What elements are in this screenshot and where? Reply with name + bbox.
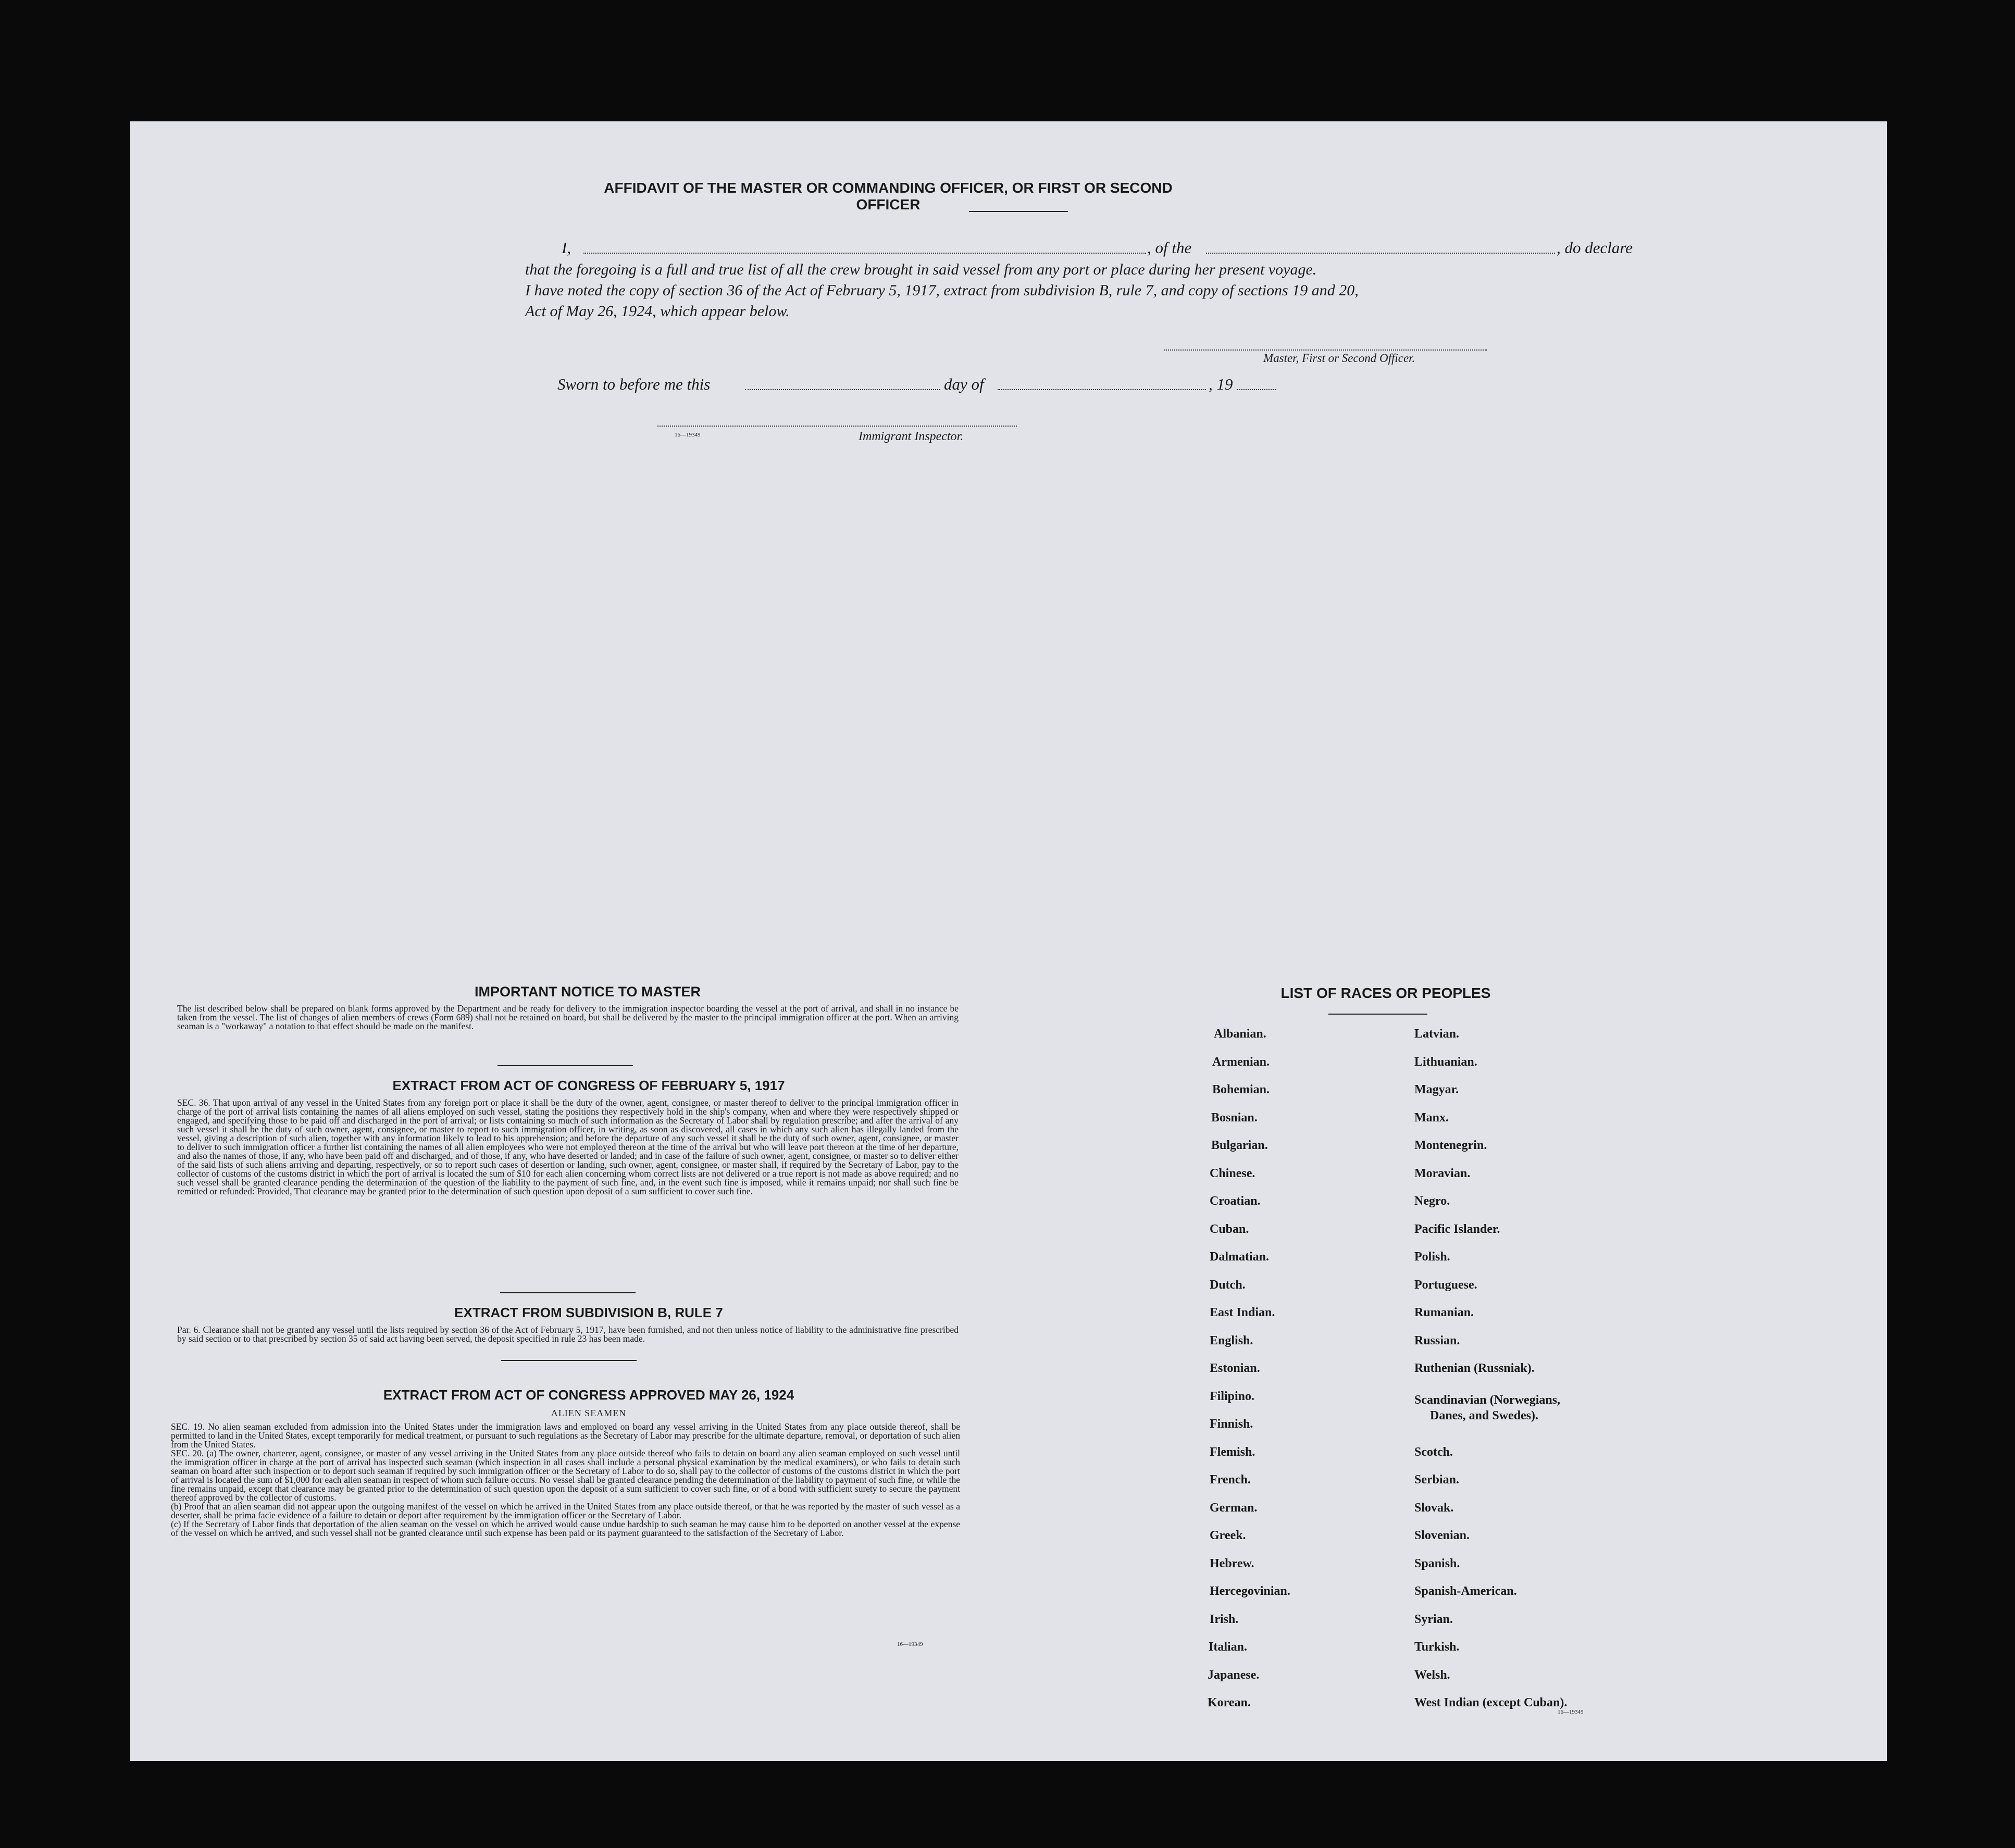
race-item: Hercegovinian. — [1210, 1584, 1290, 1598]
race-item: French. — [1210, 1473, 1251, 1487]
extract-1917-divider — [500, 1292, 636, 1293]
inspector-signature-line[interactable] — [657, 426, 1017, 427]
race-item: Scandinavian (Norwegians, — [1414, 1393, 1561, 1407]
race-item: Dalmatian. — [1210, 1250, 1269, 1264]
race-item: Syrian. — [1414, 1613, 1453, 1626]
race-item: Korean. — [1208, 1696, 1251, 1709]
section-19-text: SEC. 19. No alien seaman excluded from admission into the United States under the immigration laws and employed on board any vessel arriving in the United States from any place outside thereof, shall be permitted to land in the United States, except temporarily for medical treatment, or pursuant to such regulations as the Secretary of Labor may prescribe for the ultimate departure, removal, or deportation of such alien from the United States. — [171, 1421, 960, 1450]
rule-7-body: Par. 6. Clearance shall not be granted any vessel until the lists required by section 36 of the Act of February 5, 1917, have been furnished, and not then unless notice of liability to the administrative fine prescribed by said section or to that prescribed by section 35 of said act having been served, the deposit specified in rule 23 has been made. — [177, 1325, 959, 1344]
notice-body: The list described below shall be prepared on blank forms approved by the Department and be ready for delivery to the immigration inspector boarding the vessel at the port of arrival, and shall in no instance be taken from the vessel. The list of changes of alien members of crews (Form 689) shall not be retained on board, but shall be delivered by the master to the principal immigration officer at the port. When an arriving seaman is a "workaway" a notation to that effect should be made on the manifest. — [177, 1003, 959, 1031]
sworn-label: Sworn to before me this — [557, 375, 711, 393]
title-divider — [969, 211, 1068, 212]
extract-1917-title: EXTRACT FROM ACT OF CONGRESS OF FEBRUARY 5, 1917 — [392, 1078, 785, 1093]
form-page — [130, 121, 1887, 1761]
affidavit-line-2: that the foregoing is a full and true list of all the crew brought in said vessel from any port or place during her present voyage. — [525, 261, 1317, 278]
race-item: Chinese. — [1210, 1167, 1255, 1180]
race-item: Flemish. — [1210, 1445, 1255, 1459]
section-20b-text: (b) Proof that an alien seaman did not appear upon the outgoing manifest of the vessel on which he arrived in the United States from any place outside thereof, or that he was reported by the master of such vessel as a deserter, shall be prima facie evidence of a failure to detain or deport after requirement by the immigration officer or the Secretary of Labor. — [171, 1501, 960, 1520]
race-item: Italian. — [1209, 1640, 1248, 1654]
race-item: Manx. — [1414, 1111, 1449, 1125]
race-item: Finnish. — [1210, 1417, 1253, 1431]
notice-title: IMPORTANT NOTICE TO MASTER — [475, 984, 701, 1000]
race-item: English. — [1210, 1334, 1253, 1347]
affidavit-line-4: Act of May 26, 1924, which appear below. — [525, 303, 790, 320]
race-item: Scotch. — [1414, 1445, 1453, 1459]
race-item: Pacific Islander. — [1414, 1222, 1500, 1236]
race-item: Slovak. — [1414, 1501, 1454, 1515]
year-label: , 19 — [1209, 375, 1233, 393]
race-item: Estonian. — [1210, 1362, 1260, 1375]
race-item: West Indian (except Cuban). — [1414, 1696, 1568, 1709]
race-item: Negro. — [1414, 1194, 1450, 1208]
race-item: Dutch. — [1210, 1278, 1246, 1292]
section-20a-text: SEC. 20. (a) The owner, charterer, agent, consignee, or master of any vessel arriving in the United States from any place outside thereof who fails to detain on board any alien seaman employed on such vessel until the immigration officer in charge at the port of arrival has inspected such seaman (which inspection in all cases shall include a personal physical examination by the medical examiners), or who fails to detain such seaman on board after such inspection or to deport such seaman if required by such immigration officer or the Secretary of Labor to do so, shall pay to the collector of customs of the customs district in which the port of arrival is located the sum of $1,000 for each alien seaman in respect of whom such failure occurs. No vessel shall be granted clearance pending the determination of the liability to payment of such fine, or while the fine remains unpaid, except that clearance may be granted prior to the determination of such question upon the deposit of a sum sufficient to cover such fine, or of a bond with sufficient surety to secure the payment thereof approved by the collector of customs. — [171, 1448, 960, 1503]
notice-divider — [497, 1065, 633, 1066]
race-item: Ruthenian (Russniak). — [1414, 1362, 1535, 1375]
race-item: Filipino. — [1210, 1390, 1255, 1403]
master-signature-line[interactable] — [1164, 349, 1487, 351]
extract-1924-sections — [171, 1422, 960, 1538]
races-title: LIST OF RACES OR PEOPLES — [1280, 985, 1491, 1001]
section-20c-text: (c) If the Secretary of Labor finds that deportation of the alien seaman on the vessel on which he arrived would cause undue hardship to such seaman he may cause him to be deported on another vessel at the expense of the vessel on which he arrived, and such vessel shall not be granted clearance until such expense has been paid or its payment guaranteed to the satisfaction of the Secretary of Labor. — [171, 1519, 960, 1538]
day-of-label: day of — [944, 375, 984, 393]
race-item: Moravian. — [1414, 1167, 1471, 1180]
extract-1924-form-number: 16—19349 — [897, 1641, 923, 1647]
race-item: Bohemian. — [1212, 1083, 1270, 1096]
race-item: Serbian. — [1414, 1473, 1460, 1487]
race-item: Rumanian. — [1414, 1306, 1474, 1319]
race-item: East Indian. — [1210, 1306, 1275, 1319]
race-item: Croatian. — [1210, 1194, 1261, 1208]
name-blank[interactable] — [583, 253, 1146, 254]
affidavit-i-label: I, — [562, 239, 571, 257]
of-the-label: , of the — [1147, 239, 1192, 257]
rule-7-divider — [501, 1360, 637, 1361]
race-item: Lithuanian. — [1414, 1055, 1477, 1069]
race-item: Bulgarian. — [1211, 1139, 1268, 1152]
affidavit-title: AFFIDAVIT OF THE MASTER OR COMMANDING OFFICER, OR FIRST OR SECOND OFFICER — [604, 180, 1173, 213]
race-item: Polish. — [1414, 1250, 1450, 1264]
race-item: Irish. — [1210, 1613, 1239, 1626]
extract-1924-title: EXTRACT FROM ACT OF CONGRESS APPROVED MAY 26, 1924 — [383, 1387, 794, 1403]
race-item: Latvian. — [1414, 1027, 1460, 1041]
affidavit-line-3: I have noted the copy of section 36 of the Act of February 5, 1917, extract from subdivision B, rule 7, and copy of sections 19 and 20, — [525, 282, 1359, 299]
extract-1917-body: SEC. 36. That upon arrival of any vessel in the United States from any foreign port or place it shall be the duty of the owner, agent, consignee, or master thereof to deliver to the principal immigration officer in charge of the port of arrival lists containing the names of all aliens employed on such vessel, stating the positions they respectively hold in the ship's company, when and where they were respectively shipped or engaged, and specifying those to be paid off and discharged in the port of arrival; or lists containing so much of such information as the Secretary of Labor shall by regulation prescribe; and after the arrival of any such vessel it shall be the duty of such owner, agent, consignee, or master to report to such immigration officer, in writing, as soon as discovered, all cases in which any such alien has illegally landed from the vessel, giving a description of such alien, together with any information likely to lead to his apprehension; and before the departure of any such vessel it shall be the duty of such owner, agent, consignee, or master to deliver to such immigration officer a further list containing the names of all alien employees who were not employed thereon at the time of the arrival but who will leave port thereon at the time of her departure, and also the names of those, if any, who have been paid off and discharged, and of those, if any, who have deserted or landed; and in case of the failure of such owner, agent, consignee, or master so to deliver either of the said lists of such aliens arriving and departing, respectively, or so to report such cases of desertion or landing, such owner, agent, consignee, or master shall, if required by the Secretary of Labor, pay to the collector of customs of the customs district in which the port of arrival is located the sum of $10 for each alien concerning whom correct lists are not delivered or a true report is not made as above required; and no such vessel shall be granted clearance pending the determination of the question of the liability to the payment of such fine, and, in the event such fine is imposed, while it remains unpaid; nor shall such fine be remitted or refunded: Provided, That clearance may be granted prior to the determination of such question upon deposit of a sum sufficient to cover such fine. — [177, 1097, 959, 1196]
race-item: Spanish-American. — [1414, 1584, 1517, 1598]
declare-label: , do declare — [1557, 239, 1633, 257]
races-divider — [1328, 1014, 1427, 1015]
race-item: Welsh. — [1414, 1668, 1450, 1682]
race-item: Albanian. — [1214, 1027, 1266, 1041]
race-item: Greek. — [1210, 1529, 1246, 1542]
inspector-label: Immigrant Inspector. — [859, 430, 964, 443]
sworn-year-blank[interactable] — [1237, 389, 1276, 390]
race-item: Russian. — [1414, 1334, 1460, 1347]
races-form-number: 16—19349 — [1558, 1709, 1584, 1715]
alien-seamen-subtitle: ALIEN SEAMEN — [551, 1408, 627, 1418]
race-item: Armenian. — [1212, 1055, 1270, 1069]
sworn-day-blank[interactable] — [745, 389, 940, 390]
rule-7-title: EXTRACT FROM SUBDIVISION B, RULE 7 — [454, 1305, 723, 1320]
vessel-blank[interactable] — [1206, 253, 1555, 254]
sworn-month-blank[interactable] — [998, 389, 1206, 390]
race-item: Montenegrin. — [1414, 1139, 1487, 1152]
race-item: Danes, and Swedes). — [1430, 1409, 1539, 1422]
race-item: Magyar. — [1414, 1083, 1459, 1096]
affidavit-form-number: 16—19349 — [675, 432, 701, 438]
race-item: Turkish. — [1414, 1640, 1460, 1654]
race-item: German. — [1210, 1501, 1258, 1515]
race-item: Portuguese. — [1414, 1278, 1477, 1292]
race-item: Spanish. — [1414, 1557, 1460, 1570]
race-item: Cuban. — [1210, 1222, 1249, 1236]
race-item: Slovenian. — [1414, 1529, 1470, 1542]
race-item: Japanese. — [1208, 1668, 1260, 1682]
race-item: Bosnian. — [1211, 1111, 1258, 1125]
master-label: Master, First or Second Officer. — [1263, 352, 1415, 365]
race-item: Hebrew. — [1210, 1557, 1254, 1570]
